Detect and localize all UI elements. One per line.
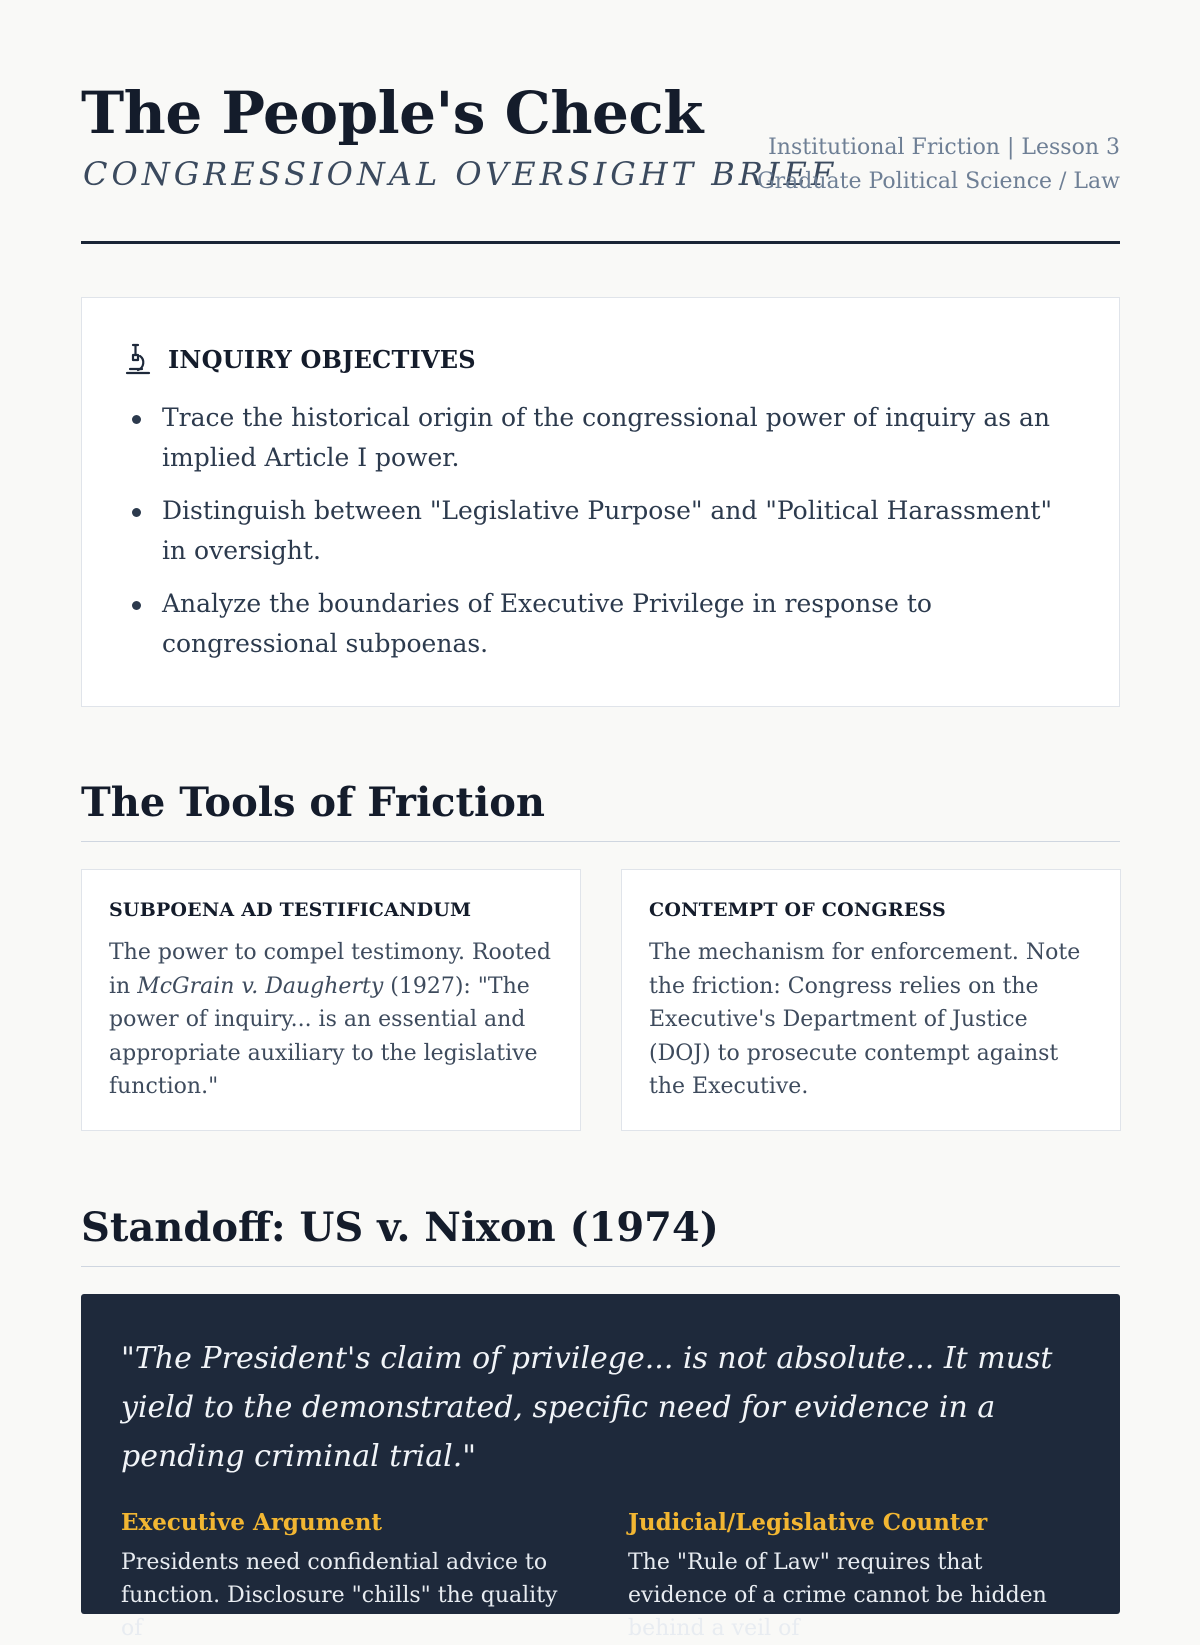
inquiry-objectives-card — [81, 297, 1120, 707]
executive-argument — [121, 1508, 571, 1645]
contempt-body: The mechanism for enforcement. Note the friction: Congress relies on the Executive's Department of Justice (DOJ) to prosecute contempt against the Executive. — [649, 940, 1081, 1099]
counter-argument — [628, 1508, 1078, 1645]
page-subtitle: CONGRESSIONAL OVERSIGHT BRIEF — [83, 155, 838, 193]
list-item: Distinguish between "Legislative Purpose" and "Political Harassment" in oversight. — [162, 491, 1082, 571]
lesson-label: Institutional Friction | Lesson 3 — [768, 135, 1120, 160]
nixon-standoff-panel — [81, 1294, 1120, 1641]
contempt-card — [621, 869, 1121, 1131]
executive-argument-body: Presidents need confidential advice to function. Disclosure "chills" the quality of — [121, 1550, 558, 1641]
nixon-heading: Standoff: US v. Nixon (1974) — [81, 1203, 1120, 1267]
page-title: The People's Check — [81, 79, 703, 147]
contempt-title: CONTEMPT OF CONGRESS — [649, 899, 946, 921]
executive-argument-title: Executive Argument — [121, 1509, 383, 1536]
objectives-list — [162, 398, 1082, 677]
case-citation: McGrain v. Daugherty — [137, 973, 384, 999]
objectives-title: INQUIRY OBJECTIVES — [168, 344, 476, 374]
court-quote: "The President's claim of privilege... is not absolute... It must yield to the demonstrated, specific need for evidence in a pending criminal trial." — [121, 1341, 1053, 1474]
list-item: Trace the historical origin of the congressional power of inquiry as an implied Article I power. — [162, 398, 1082, 478]
counter-argument-title: Judicial/Legislative Counter — [628, 1509, 988, 1536]
objectives-header — [124, 342, 476, 376]
lesson-meta — [757, 131, 1120, 199]
subpoena-body-post: (1927): "The power of inquiry... is an essential and appropriate auxiliary to the legislative function." — [109, 973, 538, 1099]
brief-page — [81, 0, 1120, 1641]
list-item: Analyze the boundaries of Executive Privilege in response to congressional subpoenas. — [162, 584, 1082, 664]
course-label: Graduate Political Science / Law — [757, 169, 1120, 194]
subpoena-card — [81, 869, 581, 1131]
subpoena-body-pre: The power to compel testimony. Rooted in — [109, 940, 551, 999]
tools-heading: The Tools of Friction — [81, 778, 1120, 842]
microscope-icon — [124, 342, 154, 376]
counter-argument-body: The "Rule of Law" requires that evidence of a crime cannot be hidden behind a veil of — [628, 1550, 1047, 1641]
page-header — [81, 0, 1120, 244]
subpoena-title: SUBPOENA AD TESTIFICANDUM — [109, 899, 472, 921]
subpoena-body — [109, 936, 553, 1104]
